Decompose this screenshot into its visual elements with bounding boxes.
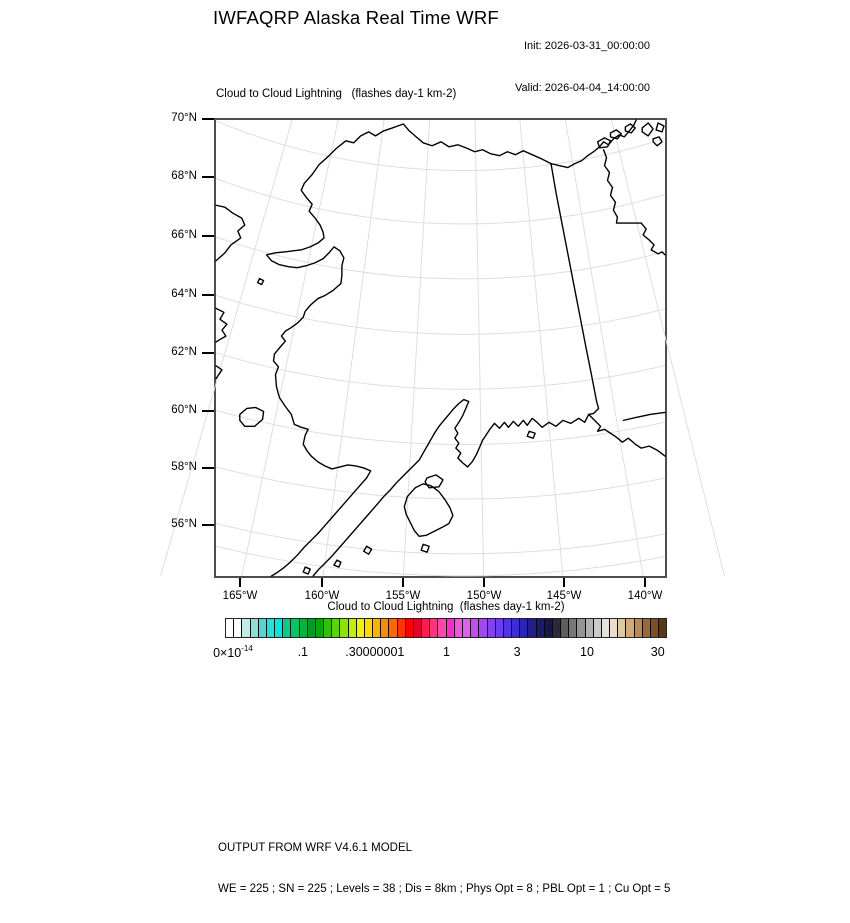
coastline — [216, 120, 665, 576]
lat-tick-label: 64°N — [171, 288, 197, 300]
colorbar-cell — [316, 619, 324, 637]
colorbar-tick-label: 30 — [650, 645, 665, 659]
canada-border-line — [551, 164, 599, 415]
colorbar-cell — [251, 619, 259, 637]
colorbar-cell — [447, 619, 455, 637]
lon-tick-mark — [402, 578, 404, 587]
lat-tick-mark — [202, 410, 214, 412]
colorbar-cell — [340, 619, 348, 637]
lat-tick-label: 62°N — [171, 346, 197, 358]
colorbar-cell — [406, 619, 414, 637]
colorbar-cell — [332, 619, 340, 637]
colorbar-cell — [471, 619, 479, 637]
colorbar-cell — [594, 619, 602, 637]
colorbar-cell — [635, 619, 643, 637]
colorbar — [225, 618, 667, 638]
lon-tick-label: 145°W — [546, 590, 582, 602]
lon-tick-label: 155°W — [385, 590, 421, 602]
colorbar-cell — [267, 619, 275, 637]
colorbar-cell — [422, 619, 430, 637]
colorbar-cell — [283, 619, 291, 637]
colorbar-cell — [561, 619, 569, 637]
colorbar-cell — [626, 619, 634, 637]
colorbar-cell — [545, 619, 553, 637]
meridian-line — [475, 120, 484, 576]
colorbar-cell — [349, 619, 357, 637]
colorbar-cell — [389, 619, 397, 637]
colorbar-cell — [308, 619, 316, 637]
colorbar-cell — [479, 619, 487, 637]
colorbar-cell — [496, 619, 504, 637]
colorbar-cell — [610, 619, 618, 637]
chukotka-coastline-path — [216, 205, 245, 378]
page-title: IWFAQRP Alaska Real Time WRF — [213, 7, 499, 28]
colorbar-cell — [602, 619, 610, 637]
valid-time-label: Valid: 2026-04-04_14:00:00 — [515, 82, 650, 94]
lat-tick-mark — [202, 352, 214, 354]
meridian-line — [565, 120, 643, 576]
meridian-line — [242, 120, 338, 576]
colorbar-cell — [234, 619, 242, 637]
colorbar-cell — [300, 619, 308, 637]
lat-tick-mark — [202, 294, 214, 296]
lat-tick-mark — [202, 176, 214, 178]
lon-tick-mark — [563, 578, 565, 587]
colorbar-cell — [463, 619, 471, 637]
lat-tick-label: 66°N — [171, 229, 197, 241]
parallel-line — [216, 295, 665, 334]
meridian-line — [520, 120, 563, 576]
lat-tick-label: 56°N — [171, 518, 197, 530]
colorbar-tick-label: 1 — [442, 645, 450, 659]
lat-tick-mark — [202, 467, 214, 469]
colorbar-cell — [373, 619, 381, 637]
colorbar-cell — [455, 619, 463, 637]
lat-tick-mark — [202, 118, 214, 120]
colorbar-cell — [357, 619, 365, 637]
colorbar-tick-label: .30000001 — [345, 645, 405, 659]
graticule-lines — [160, 120, 724, 576]
colorbar-tick-label: 3 — [513, 645, 521, 659]
parallel-line — [216, 353, 665, 389]
parallel-line — [216, 410, 665, 444]
colorbar-tick-label: $0\times 10^{-14}$ — [213, 644, 253, 661]
colorbar-cell — [520, 619, 528, 637]
colorbar-cell — [226, 619, 234, 637]
colorbar-cell — [528, 619, 536, 637]
meridian-line — [611, 120, 724, 576]
parallel-line — [216, 178, 665, 223]
colorbar-cell — [537, 619, 545, 637]
lat-tick-label: 70°N — [171, 112, 197, 124]
model-config-line: WE = 225 ; SN = 225 ; Levels = 38 ; Dis = 8km ; Phys Opt = 8 ; PBL Opt = 1 ; Cu Opt = 5 — [218, 882, 671, 895]
lat-tick-mark — [202, 524, 214, 526]
colorbar-cell — [577, 619, 585, 637]
parallel-line — [216, 121, 665, 170]
colorbar-cell — [438, 619, 446, 637]
colorbar-cell — [504, 619, 512, 637]
lat-tick-label: 58°N — [171, 461, 197, 473]
islands-path — [240, 123, 664, 574]
lat-tick-label: 68°N — [171, 170, 197, 182]
init-time-label: Init: 2026-03-31_00:00:00 — [524, 40, 650, 52]
lat-tick-label: 60°N — [171, 404, 197, 416]
colorbar-cell — [259, 619, 267, 637]
model-version-line: OUTPUT FROM WRF V4.6.1 MODEL — [218, 842, 413, 854]
alaska-map — [214, 118, 667, 578]
meridian-line — [403, 120, 429, 576]
colorbar-cell — [365, 619, 373, 637]
colorbar-cell — [398, 619, 406, 637]
parallel-line — [216, 546, 665, 576]
colorbar-cell — [618, 619, 626, 637]
colorbar-tick-label: 10 — [580, 645, 594, 659]
colorbar-cell — [414, 619, 422, 637]
lon-tick-mark — [644, 578, 646, 587]
colorbar-cell — [569, 619, 577, 637]
lon-tick-mark — [321, 578, 323, 587]
lon-tick-label: 140°W — [627, 590, 663, 602]
colorbar-cell — [586, 619, 594, 637]
lon-tick-mark — [239, 578, 241, 587]
map-canvas — [216, 120, 665, 576]
parallel-line — [216, 237, 665, 279]
colorbar-cell — [242, 619, 250, 637]
lon-tick-label: 150°W — [466, 590, 502, 602]
colorbar-tick-label: .1 — [297, 645, 308, 659]
lon-tick-mark — [483, 578, 485, 587]
colorbar-cell — [659, 619, 666, 637]
colorbar-cell — [291, 619, 299, 637]
colorbar-cell — [643, 619, 651, 637]
colorbar-cell — [488, 619, 496, 637]
colorbar-cell — [512, 619, 520, 637]
colorbar-cell — [553, 619, 561, 637]
lon-tick-label: 160°W — [304, 590, 340, 602]
colorbar-cell — [381, 619, 389, 637]
colorbar-label: Cloud to Cloud Lightning (flashes day-1 km-2) — [327, 601, 565, 613]
north-coastline-path — [304, 120, 636, 183]
lat-tick-mark — [202, 235, 214, 237]
west-coastline-path — [267, 183, 371, 576]
map-title: Cloud to Cloud Lightning (flashes day-1 km-2) — [216, 88, 457, 100]
lon-tick-label: 165°W — [222, 590, 258, 602]
panhandle-border-line — [623, 412, 665, 420]
colorbar-cell — [430, 619, 438, 637]
colorbar-cell — [275, 619, 283, 637]
colorbar-cell — [651, 619, 659, 637]
run-info — [515, 11, 650, 123]
colorbar-cell — [324, 619, 332, 637]
model-info-footer — [218, 815, 670, 923]
